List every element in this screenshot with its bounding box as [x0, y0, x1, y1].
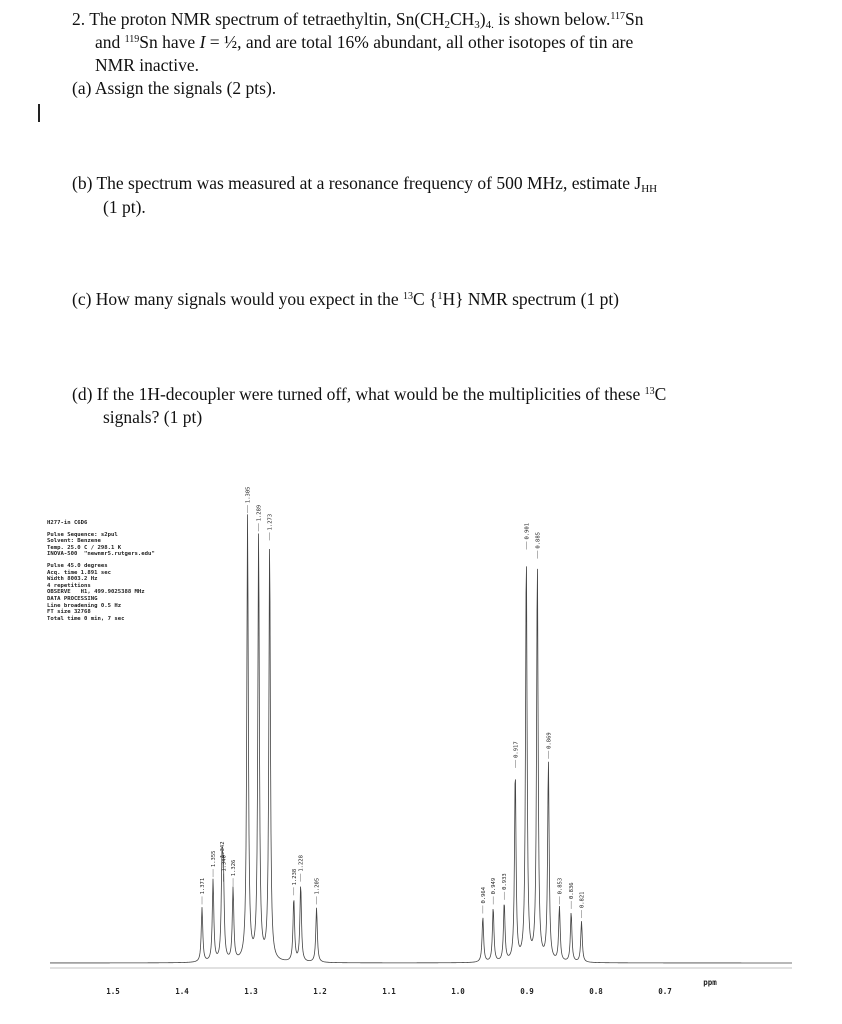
part-d-text-b: C	[654, 384, 667, 404]
peak-label: 0.869	[546, 732, 553, 749]
peak-label: 0.885	[535, 532, 542, 549]
subscript-3: 3	[474, 19, 480, 31]
peak-label: 0.917	[513, 741, 520, 758]
axis-tick-label: 1.3	[244, 987, 258, 996]
peak-label: 0.901	[524, 522, 531, 540]
peak-label: 1.205	[314, 877, 321, 895]
question-part-b-line2: (1 pt).	[103, 197, 146, 217]
param-processing: DATA PROCESSING	[47, 595, 98, 602]
superscript-1: 1	[437, 291, 443, 302]
peak-label: 1.355	[211, 850, 218, 868]
param-temp: Temp. 25.0 C / 298.1 K	[47, 544, 122, 551]
param-instrument: INOVA-500 "newnmr5.rutgers.edu"	[47, 551, 155, 558]
peak-label: 1.371	[200, 877, 207, 895]
subscript-2: 2	[444, 19, 450, 31]
param-acq-time: Acq. time 1.891 sec	[47, 569, 111, 576]
intro-text-ch: CH	[449, 9, 475, 29]
param-width: Width 8003.2 Hz	[47, 576, 98, 583]
axis-unit-label: ppm	[703, 978, 717, 987]
intro-text-b: is shown below.	[493, 9, 611, 29]
param-broadening: Line broadening 0.5 Hz	[47, 602, 122, 609]
axis-tick-label: 1.2	[313, 987, 327, 996]
peak-label: 0.949	[491, 877, 498, 895]
peak-label: 0.853	[557, 877, 564, 895]
peak-label: 0.821	[579, 891, 586, 909]
part-d-text-a: (d) If the 1H-decoupler were turned off, what would be the multiplicities of these	[72, 384, 645, 404]
axis-tick-label: 1.4	[175, 987, 189, 996]
axis-tick-label: 1.5	[106, 987, 120, 996]
question-intro-line3: NMR inactive.	[95, 55, 200, 75]
axis-tick-label: 0.7	[658, 987, 672, 996]
param-pulse: Pulse 45.0 degrees	[47, 562, 108, 569]
peak-label: 1.228	[298, 855, 305, 872]
peak-label: 1.342	[220, 841, 227, 858]
peak-label: 1.340	[221, 855, 228, 872]
spin-symbol: I	[199, 32, 206, 52]
intro-text-close: )	[479, 9, 486, 29]
axis-tick-label: 0.8	[589, 987, 603, 996]
param-solvent: Solvent: Benzene	[47, 538, 101, 545]
peak-label: 0.933	[502, 873, 509, 890]
spectrum-trace-group	[50, 514, 792, 963]
peak-label: 0.964	[480, 886, 487, 904]
ppm-axis	[50, 968, 792, 996]
question-number: 2.	[72, 9, 86, 29]
question-part-a: (a) Assign the signals (2 pts).	[72, 78, 277, 98]
intro-line2-a: Sn have	[139, 32, 200, 52]
superscript-13-c: 13	[402, 291, 413, 302]
peak-label: 1.289	[256, 504, 263, 522]
intro-text-a: The proton NMR spectrum of tetraethyltin, Sn(CH	[89, 9, 445, 29]
peak-label: 1.273	[267, 513, 274, 531]
spectrum-trace	[50, 514, 792, 963]
question-part-d-line2: signals? (1 pt)	[103, 407, 203, 427]
axis-tick-label: 0.9	[520, 987, 534, 996]
peak-label: 1.238	[291, 868, 298, 886]
axis-tick-label: 1.0	[451, 987, 465, 996]
intro-sn: Sn	[625, 9, 644, 29]
subscript-hh: HH	[641, 183, 658, 195]
peak-label: 1.326	[231, 859, 238, 877]
intro-and: and	[95, 32, 125, 52]
peak-label: 0.836	[569, 882, 576, 899]
intro-line2-b: = ½, and are total 16% abundant, all other isotopes of tin are	[205, 32, 634, 52]
param-observe: OBSERVE H1, 499.9025388 MHz	[47, 589, 145, 596]
peak-label: 1.305	[245, 486, 252, 504]
superscript-119: 119	[124, 34, 140, 45]
part-c-text-a: (c) How many signals would you expect in the	[72, 289, 403, 309]
param-total-time: Total time 0 min, 7 sec	[47, 615, 125, 622]
param-ft-size: FT size 32768	[47, 609, 91, 616]
param-repetitions: 4 repetitions	[47, 582, 91, 589]
superscript-117: 117	[610, 11, 626, 22]
param-sample: H277-in C6D6	[47, 520, 88, 526]
superscript-13-d: 13	[644, 386, 655, 397]
subscript-4: 4.	[485, 19, 494, 31]
part-c-text-b: C {	[412, 289, 438, 309]
part-c-text-c: H} NMR spectrum (1 pt)	[442, 289, 620, 309]
axis-tick-label: 1.1	[382, 987, 396, 996]
part-b-text: (b) The spectrum was measured at a resonance frequency of 500 MHz, estimate J	[72, 173, 642, 193]
param-pulse-sequence: Pulse Sequence: s2pul	[47, 531, 118, 538]
